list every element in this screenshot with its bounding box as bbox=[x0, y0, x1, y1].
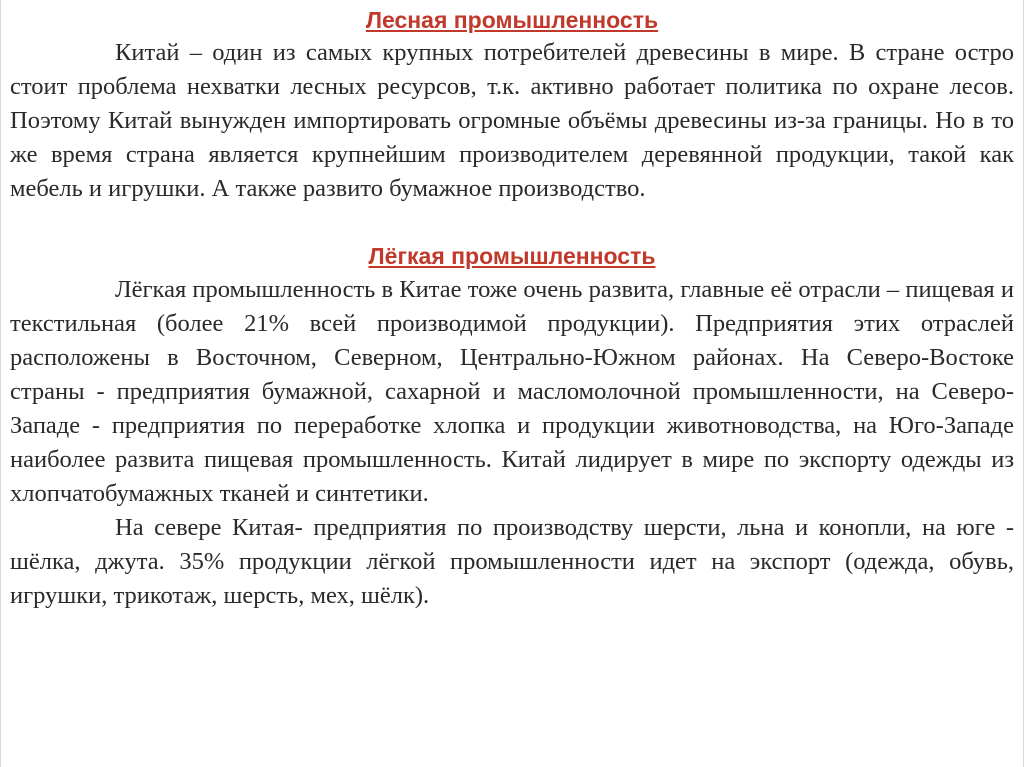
left-border bbox=[0, 0, 1, 767]
forest-industry-paragraph: Китай – один из самых крупных потребителей древесины в мире. В стране остро стоит проблема нехватки лесных ресурсов, т.к. активно работает политика по охране лесов. Поэтому Китай вынужден импортировать огромные объёмы древесины из-за границы. Но в то же время страна является крупнейшим производителем деревянной продукции, такой как мебель и игрушки. А также развито бумажное производство. bbox=[10, 39, 1014, 202]
forest-industry-heading: Лесная промышленность bbox=[365, 7, 659, 33]
slide-content bbox=[10, 4, 1014, 613]
light-industry-paragraph-2: На севере Китая- предприятия по производству шерсти, льна и конопли, на юге - шёлка, джута. 35% продукции лёгкой промышленности идет на экспорт (одежда, обувь, игрушки, трикотаж, шерсть, мех, шёлк). bbox=[10, 514, 1014, 609]
light-industry-paragraph-1: Лёгкая промышленность в Китае тоже очень развита, главные её отрасли – пищевая и текстильная (более 21% всей производимой продукции). Предприятия этих отраслей расположены в Восточном, Северном, Центрально-Южном районах. На Северо-Востоке страны - предприятия бумажной, сахарной и масломолочной промышленности, на Северо-Западе - предприятия по переработке хлопка и продукции животноводства, на Юго-Западе наиболее развита пищевая промышленность. Китай лидирует в мире по экспорту одежды из хлопчатобумажных тканей и синтетики. bbox=[10, 276, 1014, 507]
light-industry-heading: Лёгкая промышленность bbox=[368, 243, 656, 269]
